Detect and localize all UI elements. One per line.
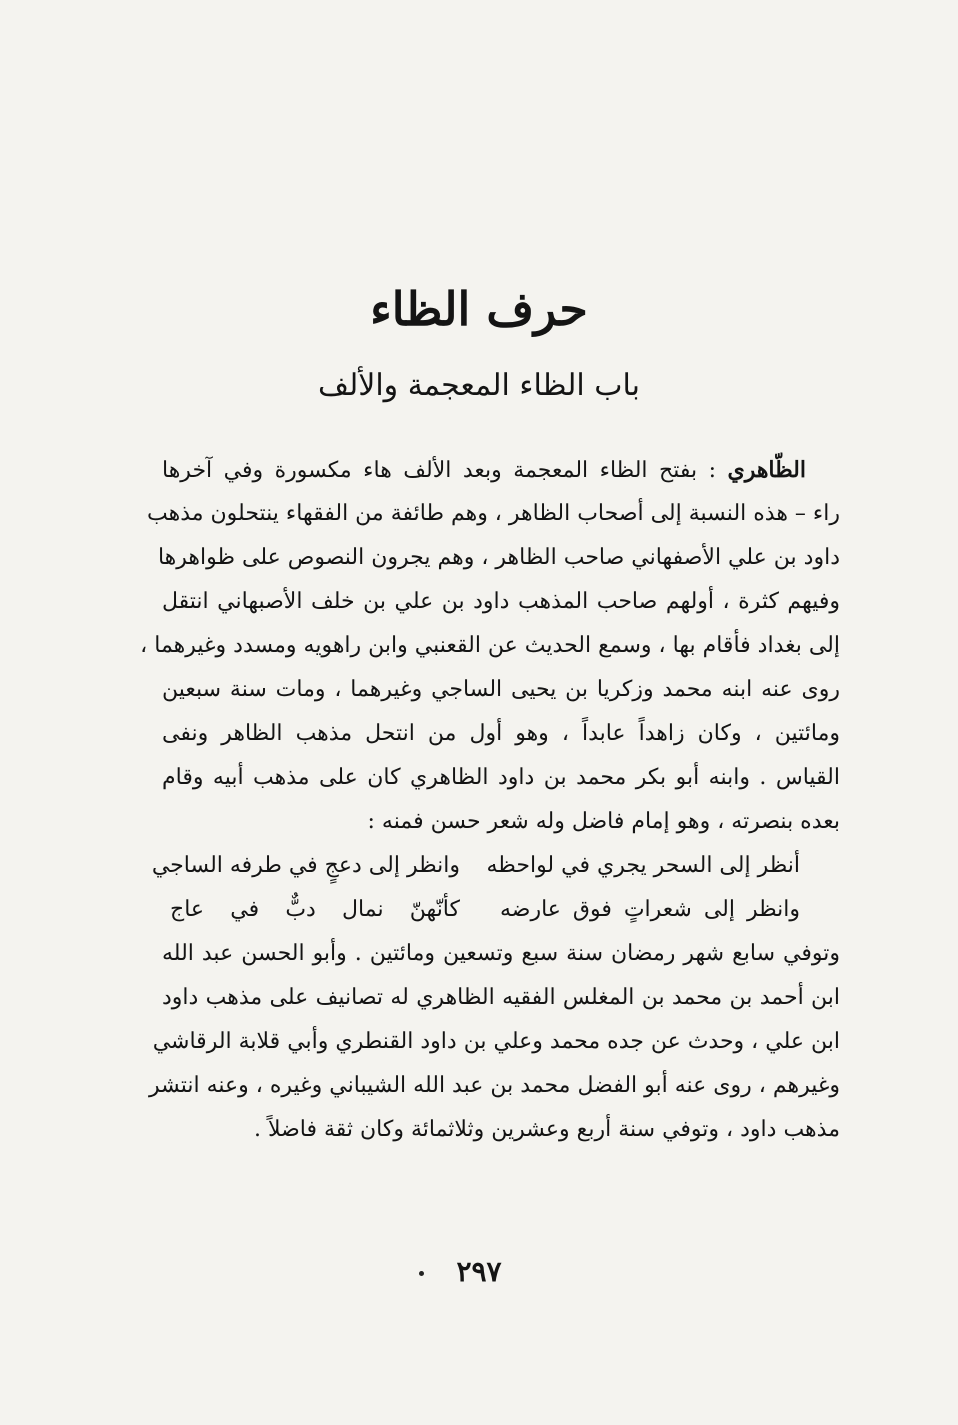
entry-line: ابن علي ، وحدث عن جده محمد وعلي بن داود القنطري وأبي قلابة الرقاشي: [152, 1029, 840, 1054]
entry-line: ابن أحمد بن محمد بن المغلس الفقيه الظاهري له تصانيف على مذهب داود: [162, 985, 840, 1010]
entry-line: بعده بنصرته ، وهو إمام فاضل وله شعر حسن فمنه :: [367, 809, 840, 834]
section-title: باب الظاء المعجمة والألف: [318, 368, 640, 403]
verse-second-hemistich: وانظر إلى دعجٍ في طرفه الساجي: [151, 853, 460, 878]
verse-first-hemistich: وانظر إلى شعراتٍ فوق عارضه: [500, 897, 800, 922]
verse-second-hemistich: كأنّهنّ نمال دبٌّ في عاج: [170, 897, 460, 922]
entry-line: القياس . وابنه أبو بكر محمد بن داود الظاهري كان على مذهب أبيه وقام: [162, 765, 840, 790]
verse-first-hemistich: أنظر إلى السحر يجري في لواحظه: [486, 853, 800, 878]
entry-line: [162, 448, 840, 492]
poem-verse: [162, 888, 840, 932]
entry-line-text: : بفتح الظاء المعجمة وبعد الألف هاء مكسورة وفي آخرها: [162, 458, 728, 483]
entry-line: روى عنه ابنه محمد وزكريا بن يحيى الساجي وغيرهما ، ومات سنة سبعين: [162, 677, 840, 702]
entry-line: إلى بغداد فأقام بها ، وسمع الحديث عن القعنبي وابن راهويه ومسدد وغيرهما ،: [140, 633, 840, 658]
chapter-title: حرف الظاء: [370, 282, 588, 336]
entry-line: داود بن علي الأصفهاني صاحب الظاهر ، وهم يجرون النصوص على ظواهرها: [157, 545, 840, 570]
entry-line: مذهب داود ، وتوفي سنة أربع وعشرين وثلاثمائة وكان ثقة فاضلاً .: [253, 1117, 840, 1142]
entry-line: وتوفي سابع شهر رمضان سنة سبع وتسعين ومائتين . وأبو الحسن عبد الله: [162, 941, 840, 966]
page-number: ٢٩٧: [456, 1255, 502, 1288]
entry-line: وفيهم كثرة ، أولهم صاحب المذهب داود بن علي بن خلف الأصبهاني انتقل: [162, 589, 840, 614]
entry-line: ومائتين ، وكان زاهداً عابداً ، وهو أول من انتحل مذهب الظاهر ونفى: [162, 721, 840, 746]
entry-line: راء – هذه النسبة إلى أصحاب الظاهر ، وهم طائفة من الفقهاء ينتحلون مذهب: [146, 501, 840, 526]
entry-headword: الظّاهري: [727, 457, 806, 483]
poem-verse: [151, 844, 840, 888]
entry-body: [140, 448, 840, 1152]
entry-line: وغيرهم ، روى عنه أبو الفضل محمد بن عبد الله الشيباني وغيره ، وعنه انتشر: [148, 1073, 840, 1098]
